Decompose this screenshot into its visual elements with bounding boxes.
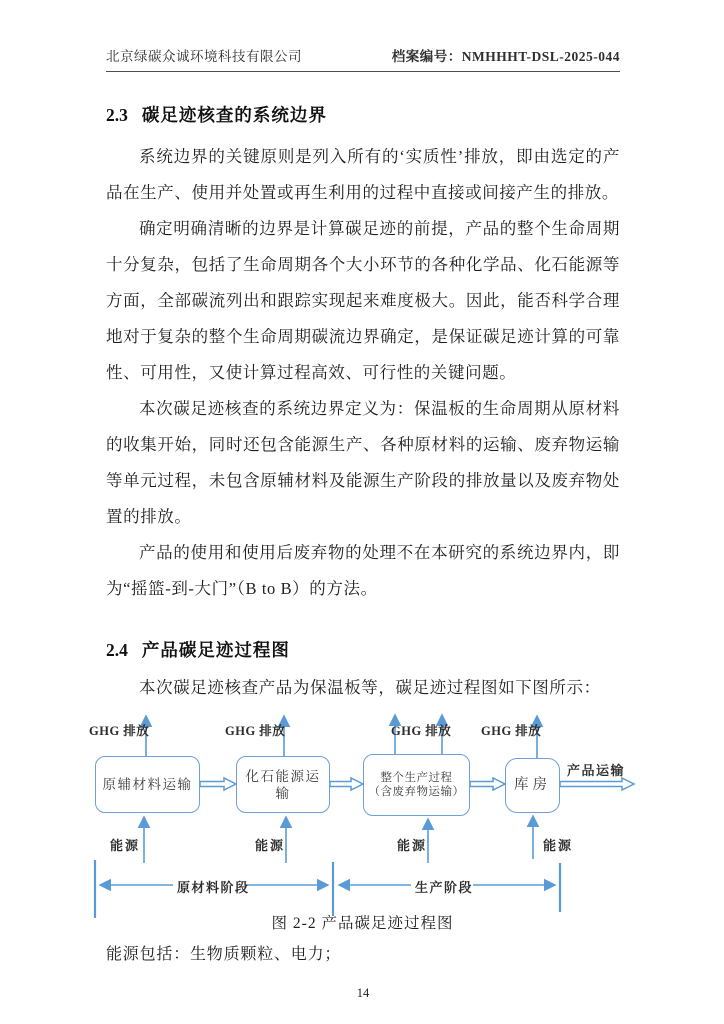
paragraph-system-boundary-principle: 系统边界的关键原则是列入所有的‘实质性’排放，即由选定的产品在生产、使用并处置或再生利用的过程中直接或间接产生的排放。: [106, 147, 620, 202]
archive-label: 档案编号：: [391, 49, 462, 64]
process-box-label: 库房: [514, 777, 551, 793]
phase-label-production-stage: 生产阶段: [415, 880, 474, 895]
paragraph-boundary-complexity: 确定明确清晰的边界是计算碳足迹的前提，产品的整个生命周期十分复杂，包括了生命周期各个大小环节的各种化学品、化石能源等方面，全部碳流列出和跟踪实现起来难度极大。因此，能否科学合理地对于复杂的整个生命周期碳流边界确定，是保证碳足迹计算的可靠性、可用性，又使计算过程高效、可行性的关键问题。: [106, 219, 620, 382]
section-heading-2-3: [106, 102, 620, 127]
ghg-emission-label-1: GHG 排放: [89, 724, 150, 738]
archive-number: [392, 45, 620, 65]
section-title: 碳足迹核查的系统边界: [141, 105, 327, 125]
page-header: [106, 45, 620, 72]
archive-code: NMHHHT-DSL-2025-044: [461, 49, 620, 64]
process-box-label: 化石能源运: [245, 768, 321, 784]
process-box-label: （含废弃物运输）: [368, 786, 465, 798]
process-box-fossil-energy-transport: [236, 756, 330, 813]
process-box-label: 整个生产过程: [380, 772, 453, 784]
paragraph-boundary-definition: 本次碳足迹核查的系统边界定义为：保温板的生命周期从原材料的收集开始，同时还包含能源生产、各种原材料的运输、废弃物运输等单元过程，未包含原辅材料及能源生产阶段的排放量以及废弃物处置的排放。: [106, 399, 620, 526]
phase-label-raw-material-stage: 原材料阶段: [177, 880, 250, 895]
figure-caption: 图 2-2 产品碳足迹过程图: [271, 915, 454, 932]
product-transport-label: 产品运输: [567, 763, 626, 778]
page-number: 14: [356, 986, 370, 1000]
paragraph-b-to-b-method: 产品的使用和使用后废弃物的处理不在本研究的系统边界内，即为“摇篮-到-大门”（B to B）的方法。: [106, 543, 620, 598]
paragraph-diagram-intro: 本次碳足迹核查产品为保温板等，碳足迹过程图如下图所示：: [139, 678, 601, 697]
energy-label-3: 能源: [397, 838, 428, 853]
process-box-warehouse: [505, 758, 560, 813]
process-box-raw-material-transport: [95, 756, 200, 813]
energy-footnote: 能源包括：生物质颗粒、电力；: [106, 946, 342, 963]
diagram-arrows: [85, 706, 640, 941]
energy-label-1: 能源: [110, 838, 141, 853]
process-box-label: 输: [275, 785, 291, 801]
energy-label-4: 能源: [543, 838, 574, 853]
ghg-emission-label-2: GHG 排放: [225, 724, 286, 738]
ghg-emission-label-3: GHG 排放: [391, 724, 452, 738]
section-number: 2.3: [106, 105, 128, 125]
carbon-footprint-process-diagram: [85, 706, 640, 941]
energy-label-2: 能源: [255, 838, 286, 853]
process-box-whole-production-process: [363, 754, 470, 816]
section-title: 产品碳足迹过程图: [141, 640, 290, 660]
company-name: 北京绿碳众诚环境科技有限公司: [106, 49, 302, 64]
section-number: 2.4: [106, 640, 128, 660]
section-heading-2-4: [106, 637, 620, 662]
ghg-emission-label-4: GHG 排放: [481, 724, 542, 738]
process-box-label: 原辅材料运输: [102, 777, 193, 792]
